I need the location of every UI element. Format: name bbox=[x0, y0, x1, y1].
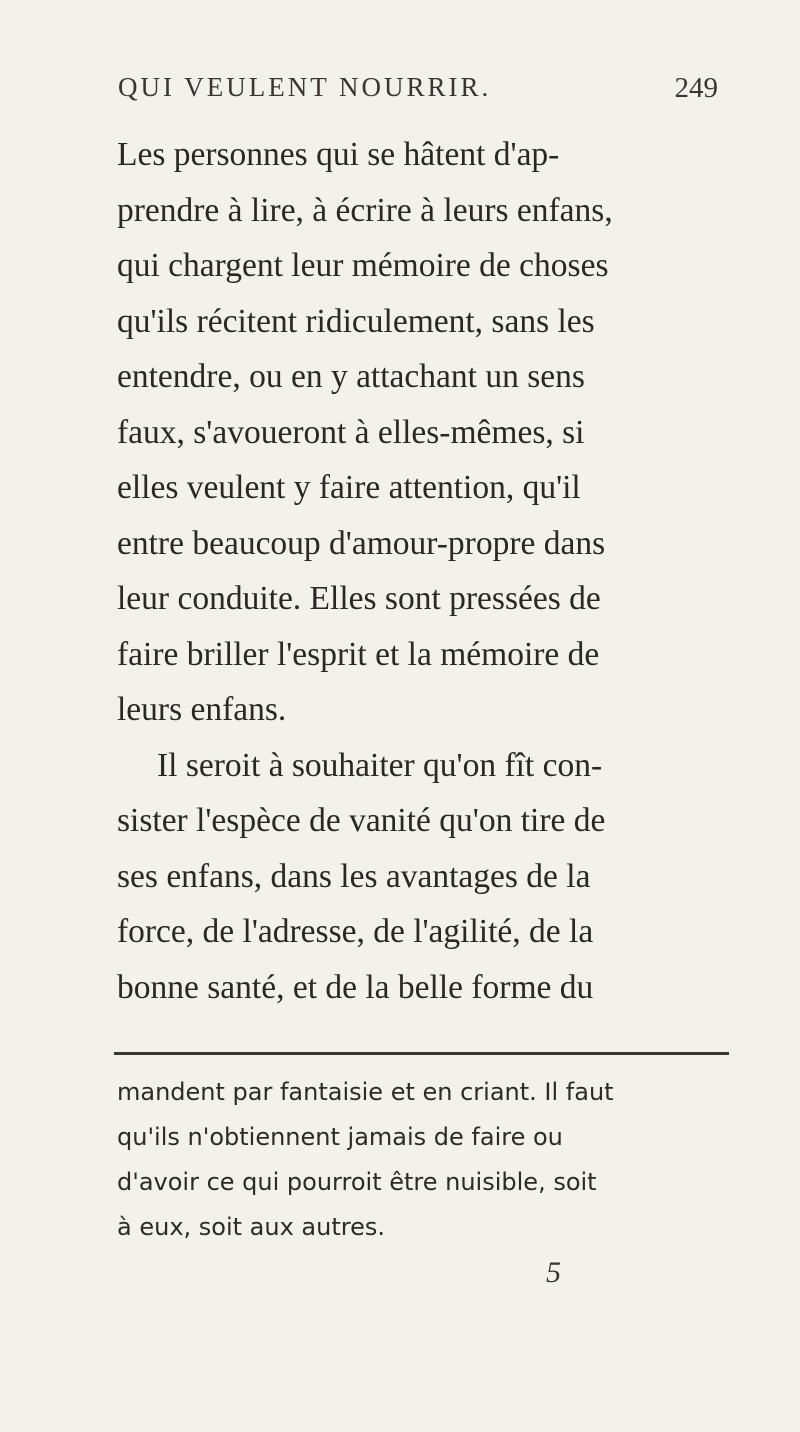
footnote-divider bbox=[114, 1052, 729, 1055]
text-line: Les personnes qui se hâtent d'ap- bbox=[117, 136, 560, 173]
text-line: leur conduite. Elles sont pressées de bbox=[117, 580, 601, 617]
footnote bbox=[117, 1070, 727, 1250]
text-line: force, de l'adresse, de l'agilité, de la bbox=[117, 913, 594, 950]
footnote-line: mandent par fantaisie et en criant. Il faut bbox=[117, 1078, 614, 1106]
footnote-line: d'avoir ce qui pourroit être nuisible, soit bbox=[117, 1168, 597, 1196]
text-line: ses enfans, dans les avantages de la bbox=[117, 857, 591, 895]
text-line: leurs enfans. bbox=[117, 691, 287, 728]
running-header bbox=[118, 72, 718, 112]
text-line: entre beaucoup d'amour-propre dans bbox=[117, 524, 606, 562]
text-line: faux, s'avoueront à elles-mêmes, si bbox=[117, 413, 585, 451]
text-line: entendre, ou en y attachant un sens bbox=[117, 358, 585, 395]
running-title: QUI VEULENT NOURRIR. bbox=[118, 72, 492, 102]
signature-mark: 5 bbox=[546, 1256, 561, 1289]
text-line: prendre à lire, à écrire à leurs enfans, bbox=[117, 191, 613, 229]
text-line: qui chargent leur mémoire de choses bbox=[117, 247, 609, 284]
text-line: sister l'espèce de vanité qu'on tire de bbox=[117, 802, 606, 839]
text-line: elles veulent y faire attention, qu'il bbox=[117, 469, 581, 506]
text-line: Il seroit à souhaiter qu'on fît con- bbox=[157, 746, 603, 784]
text-line: faire briller l'esprit et la mémoire de bbox=[117, 635, 600, 673]
page-number: 249 bbox=[674, 72, 718, 104]
text-line: bonne santé, et de la belle forme du bbox=[117, 968, 594, 1006]
footnote-line: à eux, soit aux autres. bbox=[117, 1213, 385, 1241]
text-line: qu'ils récitent ridiculement, sans les bbox=[117, 302, 595, 340]
main-text bbox=[117, 127, 727, 1015]
footnote-line: qu'ils n'obtiennent jamais de faire ou bbox=[117, 1123, 563, 1151]
